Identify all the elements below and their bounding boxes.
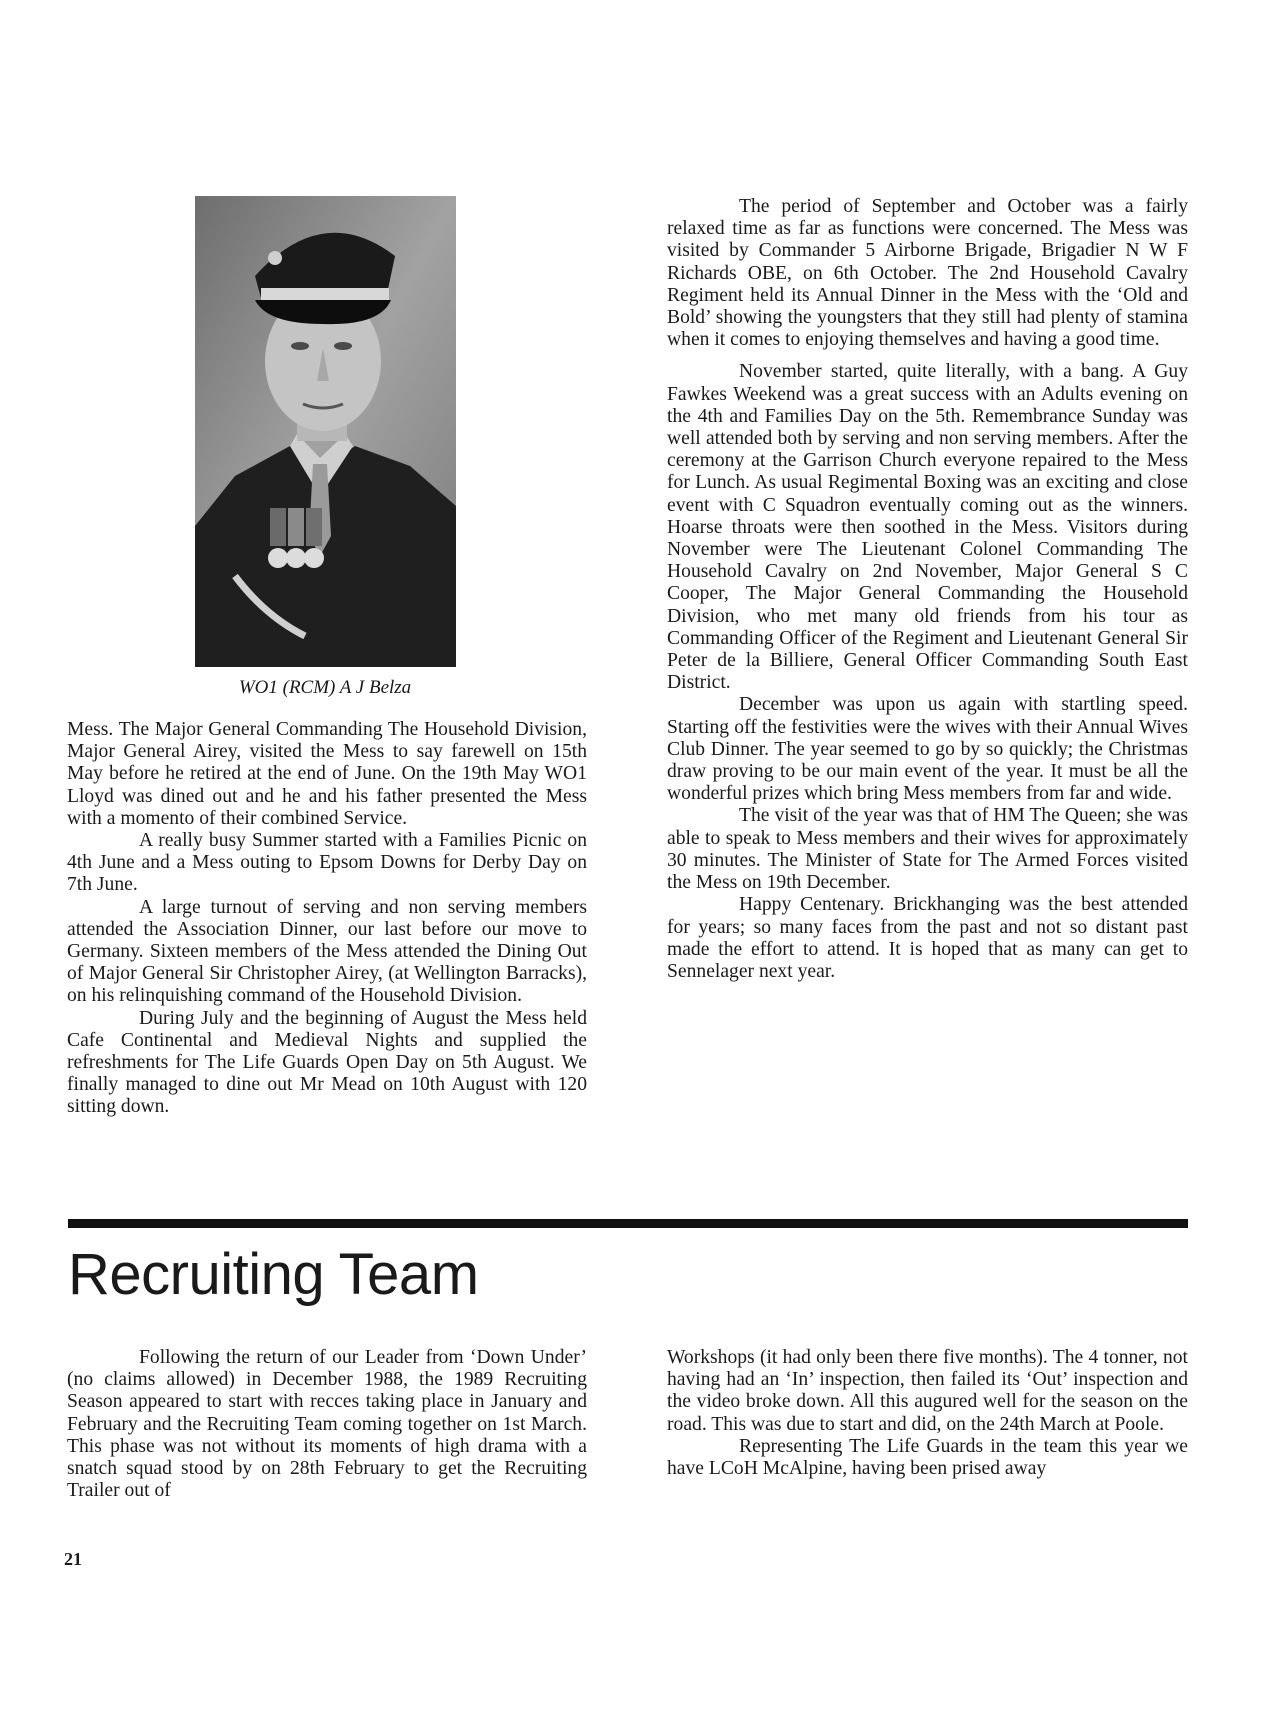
section-heading: Recruiting Team bbox=[68, 1242, 479, 1307]
section-left-column bbox=[67, 1347, 587, 1502]
paragraph: Mess. The Major General Commanding The Household Division, Major General Airey, visited the Mess to say farewell on 15th May before he retired at the end of June. On the 19th May WO1 Lloyd was dined out and he and his father presented the Mess with a momento of their combined Service. bbox=[67, 719, 587, 829]
paragraph: A really busy Summer started with a Families Picnic on 4th June and a Mess outing to Epsom Downs for Derby Day on 7th June. bbox=[67, 830, 587, 896]
right-column bbox=[667, 196, 1188, 983]
paragraph: During July and the beginning of August the Mess held Cafe Continental and Medieval Nights and supplied the refreshments for The Life Guards Open Day on 5th August. We finally managed to dine out Mr Mead on 10th August with 120 sitting down. bbox=[67, 1007, 587, 1118]
page-number: 21 bbox=[64, 1549, 82, 1569]
paragraph: Representing The Life Guards in the team this year we have LCoH McAlpine, having been prised away bbox=[667, 1435, 1188, 1480]
paragraph: A large turnout of serving and non serving members attended the Association Dinner, our last before our move to Germany. Sixteen members of the Mess attended the Dining Out of Major General Sir Christopher Airey, (at Wellington Barracks), on his relinquishing command of the Household Division. bbox=[67, 896, 587, 1007]
paragraph: December was upon us again with startling speed. Starting off the festivities were the wives with their Annual Wives Club Dinner. The year seemed to go by so quickly; the Christmas draw proving to be our main event of the year. It must be all the wonderful prizes which bring Mess members from far and wide. bbox=[667, 694, 1188, 805]
paragraph: Workshops (it had only been there five months). The 4 tonner, not having had an ‘In’ inspection, then failed its ‘Out’ inspection and the video broke down. All this augured well for the season on the road. This was due to start and did, on the 24th March at Poole. bbox=[667, 1347, 1188, 1435]
paragraph: The visit of the year was that of HM The Queen; she was able to speak to Mess members and their wives for approximately 30 minutes. The Minister of State for The Armed Forces visited the Mess on 19th December. bbox=[667, 805, 1188, 894]
paragraph: The period of September and October was a fairly relaxed time as far as functions were concerned. The Mess was visited by Commander 5 Airborne Brigade, Brigadier N W F Richards OBE, on 6th October. The 2nd Household Cavalry Regiment held its Annual Dinner in the Mess with the ‘Old and Bold’ showing the youngsters that they still had plenty of stamina when it comes to enjoying themselves and having a good time. bbox=[667, 196, 1188, 351]
section-right-column bbox=[667, 1347, 1188, 1480]
paragraph: November started, quite literally, with a bang. A Guy Fawkes Weekend was a great success with an Adults evening on the 4th and Families Day on the 5th. Remembrance Sunday was well attended both by serving and non serving members. After the ceremony at the Garrison Church everyone repaired to the Mess for Lunch. As usual Regimental Boxing was an exciting and close event with C Squadron eventually coming out as the winners. Hoarse throats were then soothed in the Mess. Visitors during November were The Lieutenant Colonel Commanding The Household Cavalry on 2nd November, Major General S C Cooper, The Major General Commanding the Household Division, who met many old friends from his tour as Commanding Officer of the Regiment and Lieutenant General Sir Peter de la Billiere, General Officer Commanding South East District. bbox=[667, 361, 1188, 694]
portrait-photo bbox=[195, 196, 456, 667]
photo-caption: WO1 (RCM) A J Belza bbox=[238, 677, 412, 698]
left-column bbox=[67, 719, 587, 1119]
section-divider bbox=[68, 1219, 1188, 1228]
paragraph: Following the return of our Leader from ‘Down Under’ (no claims allowed) in December 1988, the 1989 Recruiting Season appeared to start with recces taking place in January and February and the Recruiting Team coming together on 1st March. This phase was not without its moments of high drama with a snatch squad stood by on 28th February to get the Recruiting Trailer out of bbox=[67, 1347, 587, 1502]
paragraph: Happy Centenary. Brickhanging was the best attended for years; so many faces from the past and not so distant past made the effort to attend. It is hoped that as many can get to Sennelager next year. bbox=[667, 894, 1188, 982]
